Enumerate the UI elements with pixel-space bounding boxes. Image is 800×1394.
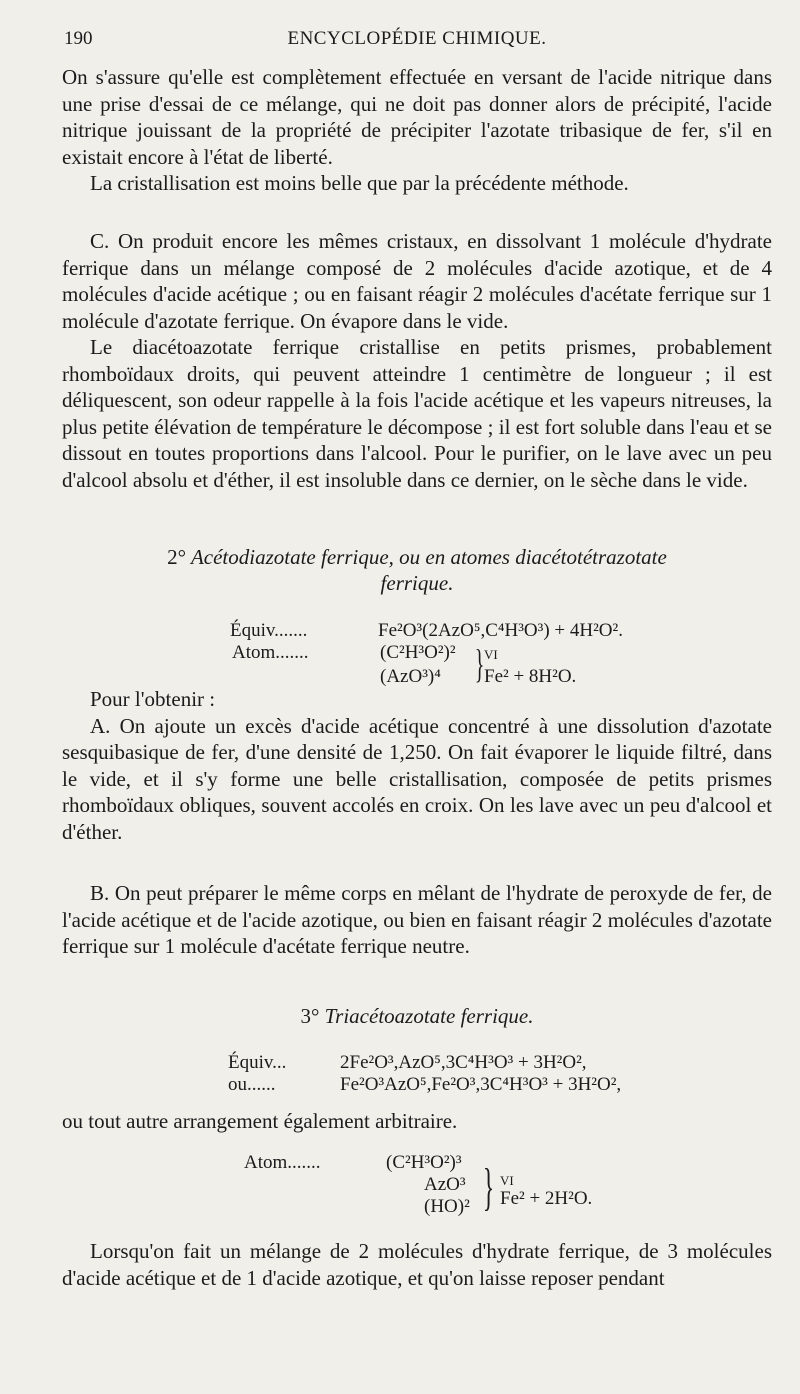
text-block-1 [62,64,772,197]
section-heading-3 [62,1003,772,1029]
brace: } [482,1159,495,1216]
paragraph-method-a: A. On ajoute un excès d'acide acétique concentré à une dissolution d'azotate sesquibasique de fer, d'une densité de 1,250. On fait évaporer le liquide filtré, dans le vide, et il s'y forme une belle cristallisation, composée de petits prismes rhomboïdaux obliques, souvent accolés en croix. On les lave avec un peu d'alcool et d'éther. [62,713,772,844]
equiv-formula: Fe²O³(2AzO⁵,C⁴H³O³) + 4H²O². [378,620,623,641]
atom-formula-block-3 [0,1152,800,1222]
ou-formula: Fe²O³AzO⁵,Fe²O³,3C⁴H³O³ + 3H²O², [340,1074,622,1095]
equiv-label: Équiv....... [230,620,308,641]
arbitrary-note: ou tout autre arrangement également arbitraire. [62,1109,458,1133]
section-title-cont: ferrique. [380,571,454,595]
valence-vi: VI [484,647,498,662]
equiv-label: Équiv... [228,1052,287,1073]
section-number: 3° [300,1004,320,1028]
paragraph-obtain: Pour l'obtenir : [90,687,216,711]
paragraph-method-c: C. On produit encore les mêmes cristaux, en dissolvant 1 molécule d'hydrate ferrique dans un mélange composé de 2 molécules d'acide azotique, et de 4 molécules d'acide acétique ; ou en faisant réagir 2 molécules d'acétate ferrique sur 1 molécule d'azotate ferrique. On évapore dans le vide. [62,229,772,333]
section-number: 2° [167,545,187,569]
brace: } [474,641,485,686]
atom-group-3: (HO)² [424,1196,470,1217]
section-title: Triacétoazotate ferrique. [324,1004,534,1028]
page-number: 190 [64,28,93,49]
ou-label: ou...... [228,1074,276,1095]
atom-remainder: Fe² + 8H²O. [484,666,577,687]
paragraph-final: Lorsqu'on fait un mélange de 2 molécules d'hydrate ferrique, de 3 molécules d'acide acétique et de 1 d'acide azotique, et qu'on laisse reposer pendant [62,1239,772,1290]
equiv-formula: 2Fe²O³,AzO⁵,3C⁴H³O³ + 3H²O², [340,1052,587,1073]
section-heading-2 [62,544,772,596]
paragraph-properties: Le diacétoazotate ferrique cristallise en petits prismes, probablement rhomboïdaux droits, qui peuvent atteindre 1 centimètre de longueur ; il est déliquescent, son odeur rappelle à la fois l'acide acétique et les vapeurs nitreuses, la plus petite élévation de température le décompose ; il est fort soluble dans l'eau et se dissout en toutes proportions dans l'alcool. Pour le purifier, on le lave avec un peu d'alcool absolu et d'éther, il est insoluble dans ce dernier, on le sèche dans le vide. [62,335,772,492]
text-block-4 [62,880,772,960]
atom-group-1: (C²H³O²)² [380,642,456,663]
atom-label: Atom....... [244,1152,321,1173]
text-block-5 [62,1238,772,1291]
text-block-2 [62,228,772,493]
atom-group-2: (AzO³)⁴ [380,666,441,687]
atom-group-1: (C²H³O²)³ [386,1152,462,1173]
formula-block-3 [0,1052,800,1102]
valence-vi: VI [500,1173,514,1188]
atom-label: Atom....... [232,642,309,663]
page-header [62,28,772,56]
paragraph-method-b: B. On peut préparer le même corps en mêlant de l'hydrate de peroxyde de fer, de l'acide acétique et de l'acide azotique, ou bien en faisant réagir 2 molécules d'azotate ferrique sur 1 molécule d'acétate ferrique neutre. [62,881,772,958]
atom-remainder: Fe² + 2H²O. [500,1188,593,1209]
paragraph-end-check: On s'assure qu'elle est complètement effectuée en versant de l'acide nitrique dans une prise d'essai de ce mélange, qui ne doit pas donner alors de précipité, l'acide nitrique jouissant de la propriété de précipiter l'azotate tribasique de fer, s'il en existait encore à l'état de liberté. [62,65,772,169]
paragraph-crystallisation: La cristallisation est moins belle que par la précédente méthode. [90,171,629,195]
running-title: ENCYCLOPÉDIE CHIMIQUE. [287,28,547,49]
text-block-3 [62,686,772,845]
atom-group-2: AzO³ [424,1174,466,1195]
section-title: Acétodiazotate ferrique, ou en atomes diacétotétrazotate [190,545,667,569]
formula-block-2 [0,620,800,692]
